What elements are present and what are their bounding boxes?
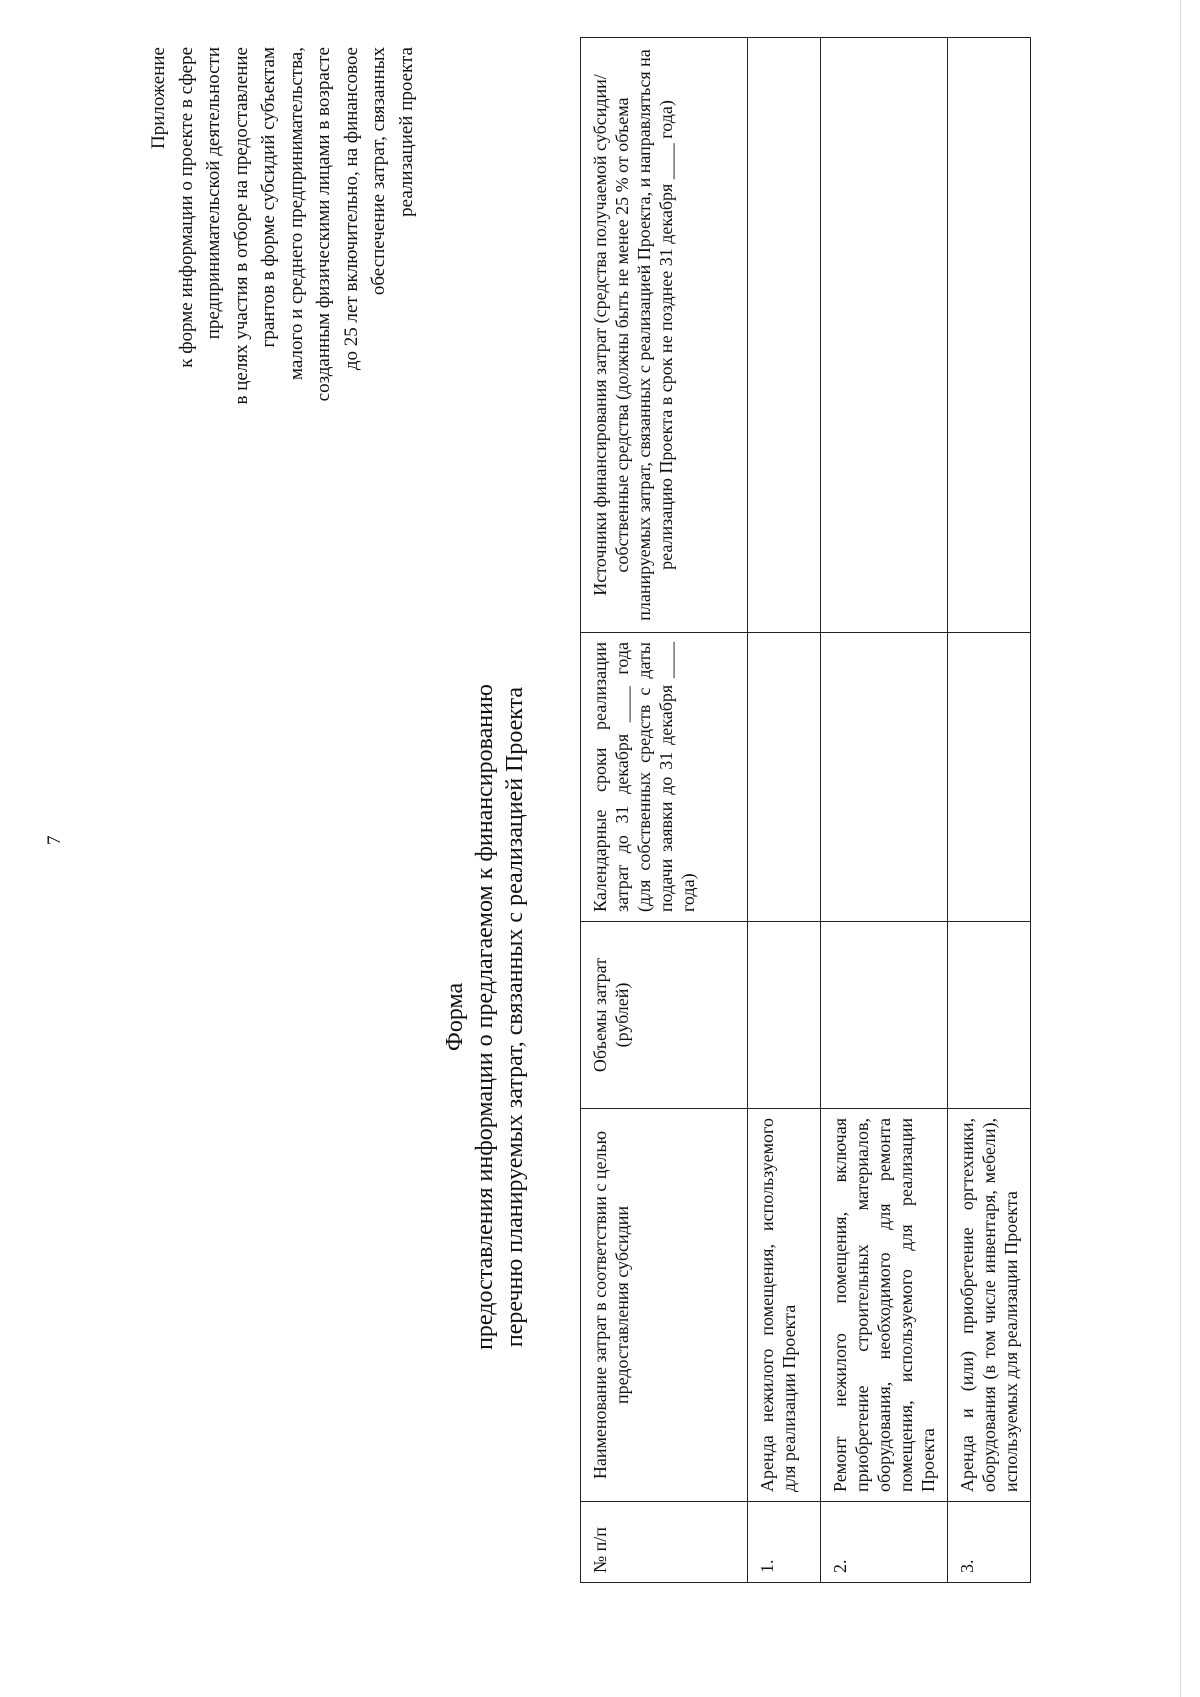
costs-table xyxy=(580,37,1031,1583)
page-number: 7 xyxy=(44,835,65,845)
header-number: № п/п xyxy=(581,1502,748,1583)
cell-cost-name: Аренда нежилого помещения, используемого для реализации Проекта xyxy=(748,1109,821,1502)
cell-dates[interactable] xyxy=(821,633,948,922)
title-line-2: предоставления информации о предлагаемом к финансированию xyxy=(472,684,498,1350)
header-cost-name: Наименование затрат в соответствии с целью предоставления субсидии xyxy=(581,1109,748,1502)
cell-source[interactable] xyxy=(748,38,821,633)
cell-source[interactable] xyxy=(948,38,1031,633)
cell-amount[interactable] xyxy=(948,922,1031,1109)
appendix-line: Приложение xyxy=(148,47,169,149)
header-dates: Календарные сроки реализации затрат до 31 декабря ____ года (для собственных средств с даты подачи заявки до 31 декабря ____ года) xyxy=(581,633,748,922)
table-row xyxy=(748,38,821,1583)
appendix-line: в целях участия в отборе на предоставление xyxy=(230,47,252,405)
header-source: Источники финансирования затрат (средства получаемой субсидии/ собственные средства (должны быть не менее 25 % от объема планируемых затрат, связанных с реализацией Проекта, и направляться на реализацию Проекта в срок не позднее 31 декабря ____ года) xyxy=(581,38,748,633)
appendix-line: малого и среднего предпринимательства, xyxy=(285,47,307,380)
cell-number: 3. xyxy=(948,1502,1031,1583)
appendix-line: до 25 лет включительно, на финансовое xyxy=(340,47,362,371)
form-title xyxy=(440,637,530,1397)
table-row xyxy=(948,38,1031,1583)
appendix-line: к форме информации о проекте в сфере xyxy=(175,47,197,368)
cell-number: 2. xyxy=(821,1502,948,1583)
cell-amount[interactable] xyxy=(821,922,948,1109)
title-line-3: перечню планируемых затрат, связанных с реализацией Проекта xyxy=(502,686,528,1348)
header-amount: Объемы затрат (рублей) xyxy=(581,922,748,1109)
title-line-1: Форма xyxy=(442,982,468,1052)
cell-amount[interactable] xyxy=(748,922,821,1109)
appendix-line: грантов в форме субсидий субъектам xyxy=(258,47,279,348)
appendix-line: реализацией проекта xyxy=(395,47,417,217)
cell-dates[interactable] xyxy=(748,633,821,922)
table-row xyxy=(821,38,948,1583)
cell-dates[interactable] xyxy=(948,633,1031,922)
appendix-note xyxy=(145,47,420,447)
cell-source[interactable] xyxy=(821,38,948,633)
appendix-line: предпринимательской деятельности xyxy=(203,47,224,340)
table-header-row xyxy=(581,38,748,1583)
cell-cost-name: Аренда и (или) приобретение оргтехники, оборудования (в том числе инвентаря, мебели), используемых для реализации Проекта xyxy=(948,1109,1031,1502)
appendix-line: обеспечение затрат, связанных xyxy=(368,47,389,296)
appendix-line: созданным физическими лицами в возрасте xyxy=(313,47,334,402)
cell-number: 1. xyxy=(748,1502,821,1583)
cell-cost-name: Ремонт нежилого помещения, включая приобретение строительных материалов, оборудования, необходимого для ремонта помещения, используемого для реализации Проекта xyxy=(821,1109,948,1502)
